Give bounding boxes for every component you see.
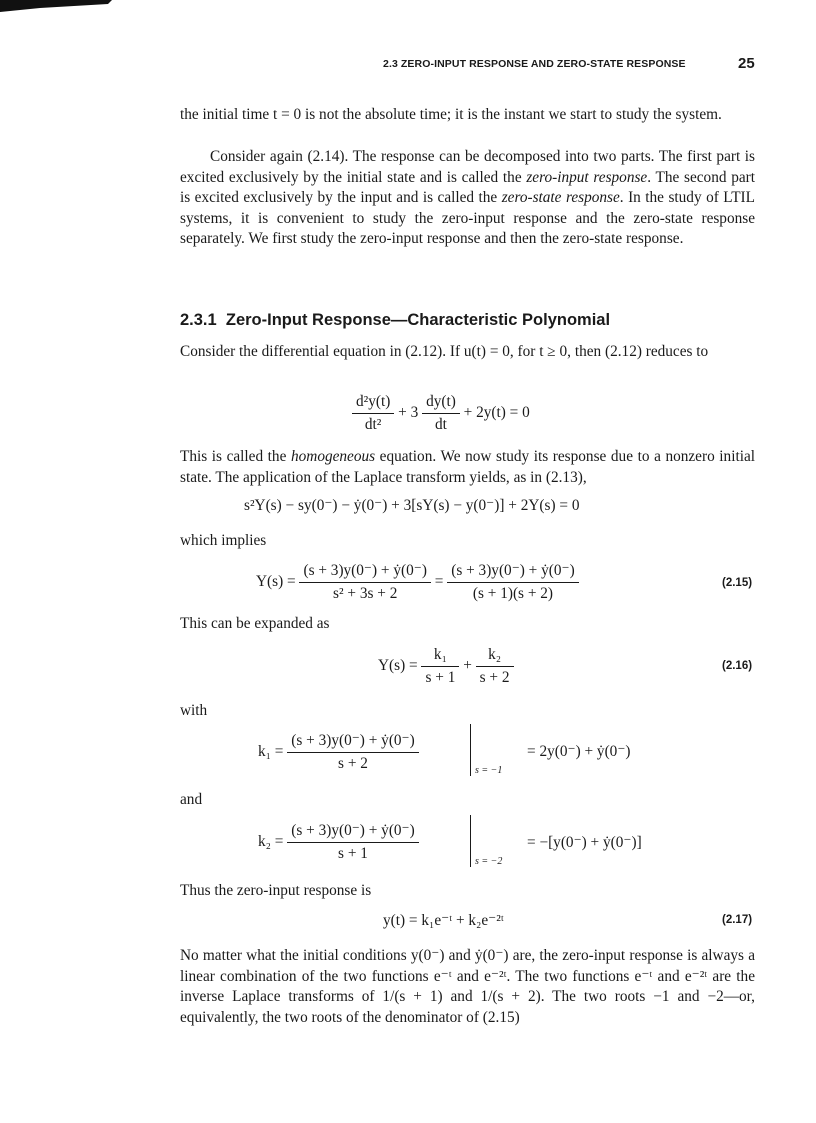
term-zero-input-response: zero-input response xyxy=(526,168,648,186)
paragraph-which-implies: which implies xyxy=(180,532,267,549)
equation-2-15: Y(s) = $\frac{\text{(s + 3)y(0⁻) + ẏ(0⁻)}}{\text{s² + 3s + 2}}$ = $\frac{\text{(s + 3)y(0⁻) + ẏ(0⁻)}}{(s + 1)(s + 2)}$ xyxy=(256,562,579,603)
fraction-second-derivative: $\frac{\text{d²y(t)}}{\text{dt²}}$ xyxy=(352,393,394,434)
fraction-k2-residue: $\frac{\text{(s + 3)y(0⁻) + ẏ(0⁻)}}{s + 1}$ xyxy=(287,822,418,863)
paragraph-with: with xyxy=(180,702,208,719)
term-homogeneous: homogeneous xyxy=(290,448,376,465)
section-heading xyxy=(180,311,610,330)
evaluation-bar-k1 xyxy=(470,724,471,776)
paragraph-expanded: This can be expanded as xyxy=(180,615,330,632)
fraction-k1: $\frac{\text{k₁}}{s + 1}$ xyxy=(421,646,459,687)
fraction-ys-quadratic: $\frac{\text{(s + 3)y(0⁻) + ẏ(0⁻)}}{\text{s² + 3s + 2}}$ xyxy=(299,562,430,603)
paragraph-decomposition: Consider again (2.14). The response can be decomposed into two parts. The first part is excited exclusively by the initial state and is called the zero-input response. The second part is excited exclusively by the input and is called the zero-state response. In the study of LTIL systems, it is convenient to study the zero-input response and the zero-state response separately. We first study the zero-input response and then the zero-state response. xyxy=(180,148,756,248)
paragraph-linear-combination: No matter what the initial conditions y(0⁻) and ẏ(0⁻) are, the zero-input response is always a linear combination of the two functions e⁻ᵗ and e⁻²ᵗ. The two functions e⁻ᵗ and e⁻²ᵗ are the inverse Laplace transforms of 1/(s + 1) and 1/(s + 2). The two roots −1 and −2—or, equivalently, the two roots of the denominator of (2.15) xyxy=(180,947,755,1026)
equation-2-16: Y(s) = $\frac{\text{k₁}}{s + 1}$ + $\frac{\text{k₂}}{s + 2}$ xyxy=(378,646,514,687)
paragraph-and: and xyxy=(180,791,203,808)
equation-k1: k₁ = $\frac{\text{(s + 3)y(0⁻) + ẏ(0⁻)}}{s + 2}$ xyxy=(258,732,419,773)
equation-number-2-17: (2.17) xyxy=(722,914,753,926)
page-number: 25 xyxy=(738,55,755,72)
running-head: 2.3 ZERO-INPUT RESPONSE AND ZERO-STATE RESPONSE xyxy=(383,58,686,70)
equation-number-2-16: (2.16) xyxy=(722,660,753,672)
paragraph-homogeneous: This is called the homogeneous equation. We now study its response due to a nonzero initial state. The application of the Laplace transform yields, as in (2.13), xyxy=(180,448,755,486)
paragraph-continuation: the initial time t = 0 is not the absolute time; it is the instant we start to study the system. xyxy=(180,106,722,123)
equation-k2-result: = −[y(0⁻) + ẏ(0⁻)] xyxy=(527,834,642,851)
paragraph-differential-equation: Consider the differential equation in (2.12). If u(t) = 0, for t ≥ 0, then (2.12) reduces to xyxy=(180,343,709,360)
fraction-first-derivative: $\frac{dy(t)}{dt}$ xyxy=(422,393,460,434)
scan-edge-mark xyxy=(0,0,112,14)
section-title: Zero-Input Response—Characteristic Polynomial xyxy=(225,311,611,329)
section-number: 2.3.1 xyxy=(180,311,217,329)
equation-k2: k₂ = $\frac{\text{(s + 3)y(0⁻) + ẏ(0⁻)}}{s + 1}$ xyxy=(258,822,419,863)
paragraph-zero-input-response: Thus the zero-input response is xyxy=(180,882,372,899)
equation-homogeneous: $\frac{\text{d²y(t)}}{\text{dt²}}$ + 3 $\frac{dy(t)}{dt}$ + 2y(t) = 0 xyxy=(352,393,530,434)
evaluation-point-k2: s = −2 xyxy=(475,856,503,867)
equation-2-17: y(t) = k₁e⁻ᵗ + k₂e⁻²ᵗ xyxy=(383,912,504,929)
fraction-ys-factored: $\frac{\text{(s + 3)y(0⁻) + ẏ(0⁻)}}{(s + 1)(s + 2)}$ xyxy=(447,562,578,603)
equation-laplace-transform: s²Y(s) − sy(0⁻) − ẏ(0⁻) + 3[sY(s) − y(0⁻)] + 2Y(s) = 0 xyxy=(244,497,580,514)
fraction-k2: $\frac{\text{k₂}}{s + 2}$ xyxy=(476,646,514,687)
fraction-k1-residue: $\frac{\text{(s + 3)y(0⁻) + ẏ(0⁻)}}{s + 2}$ xyxy=(287,732,418,773)
equation-k1-result: = 2y(0⁻) + ẏ(0⁻) xyxy=(527,743,631,760)
term-zero-state-response: zero-state response xyxy=(501,189,620,207)
equation-number-2-15: (2.15) xyxy=(722,577,753,589)
evaluation-point-k1: s = −1 xyxy=(475,765,503,776)
evaluation-bar-k2 xyxy=(470,815,471,867)
